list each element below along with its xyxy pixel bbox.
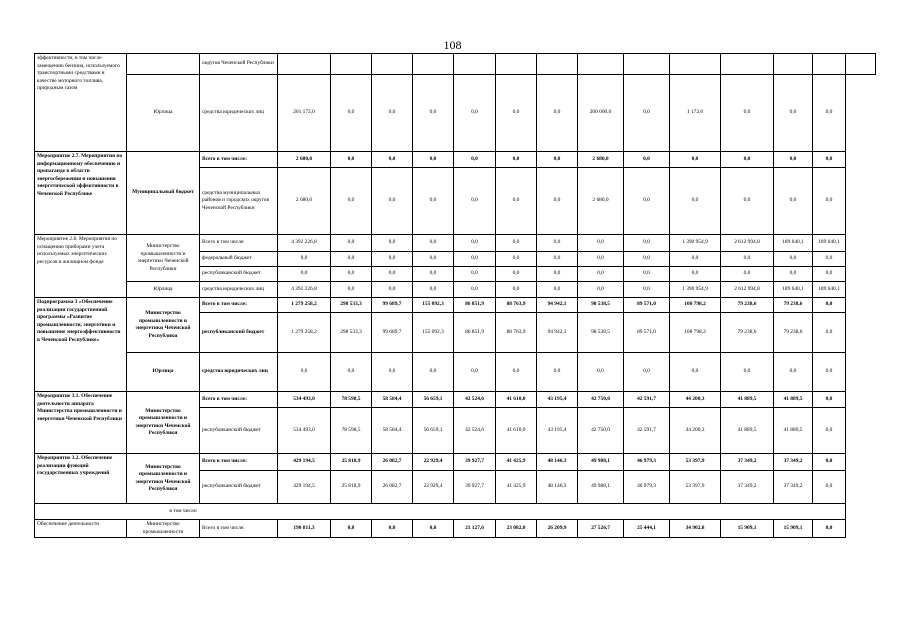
amount-cell — [331, 54, 372, 75]
in-that-number-label: в том числе: — [35, 504, 200, 520]
amount-cell: 0,0 — [813, 353, 846, 392]
amount-cell: 0,0 — [813, 152, 846, 168]
amount-cell: 108 798,2 — [670, 313, 721, 353]
executor-cell: Министерство промышленности и энергетики Чеченской Республики — [127, 392, 200, 454]
amount-cell: 41 889,5 — [774, 408, 813, 454]
empty-cell — [200, 504, 846, 520]
executor-cell: Юрлица — [127, 282, 200, 298]
amount-cell: 298 533,3 — [331, 298, 372, 313]
amount-cell: 56 659,1 — [413, 392, 454, 408]
amount-cell: 0,0 — [774, 152, 813, 168]
amount-cell: 0,0 — [774, 353, 813, 392]
amount-cell: 98 538,5 — [578, 298, 624, 313]
amount-cell: 1 172,0 — [670, 75, 721, 152]
amount-cell — [413, 54, 454, 75]
amount-cell: 0,0 — [413, 235, 454, 252]
amount-cell — [578, 54, 624, 75]
amount-cell: 37 349,2 — [774, 454, 813, 471]
row-name-cell: Подпрограмма 3 «Обеспечение реализации государственной программы «Развитие промышленности, энергетики и повышение энергоэффективности в Чеченской Республике» — [35, 298, 127, 392]
amount-cell: 88 763,9 — [496, 313, 537, 353]
amount-cell: 0,0 — [372, 152, 413, 168]
amount-cell: 1 390 954,9 — [670, 282, 721, 298]
amount-cell: 429 194,5 — [278, 454, 331, 471]
amount-cell — [454, 54, 496, 75]
amount-cell: 190 811,3 — [278, 520, 331, 538]
amount-cell: 49 988,1 — [578, 454, 624, 471]
amount-cell: 189 640,1 — [813, 235, 846, 252]
amount-cell: 42 591,7 — [624, 408, 670, 454]
amount-cell: 41 889,5 — [721, 392, 774, 408]
amount-cell: 0,0 — [496, 353, 537, 392]
amount-cell: 41 425,9 — [496, 454, 537, 471]
amount-cell: 0,0 — [413, 282, 454, 298]
page-number: 108 — [443, 38, 462, 52]
table-row — [35, 75, 876, 152]
amount-cell: 0,0 — [454, 152, 496, 168]
amount-cell: 0,0 — [813, 520, 846, 538]
executor-cell: Министерство промышленности — [127, 520, 200, 538]
amount-cell: 0,0 — [372, 252, 413, 267]
amount-cell: 0,0 — [331, 75, 372, 152]
amount-cell: 42 524,6 — [454, 392, 496, 408]
amount-cell: 78 598,5 — [331, 408, 372, 454]
amount-cell: 0,0 — [413, 152, 454, 168]
amount-cell: 0,0 — [537, 267, 578, 282]
amount-cell: 108 798,2 — [670, 298, 721, 313]
amount-cell: 0,0 — [721, 152, 774, 168]
amount-cell: 0,0 — [813, 168, 846, 235]
budget-table — [34, 53, 876, 538]
amount-cell: 0,0 — [331, 152, 372, 168]
amount-cell: 79 238,6 — [721, 298, 774, 313]
amount-cell: 79 238,6 — [774, 313, 813, 353]
amount-cell: 98 538,5 — [578, 313, 624, 353]
amount-cell: 155 092,3 — [413, 298, 454, 313]
amount-cell — [624, 54, 670, 75]
amount-cell: 0,0 — [813, 471, 846, 504]
amount-cell: 189 640,1 — [813, 282, 846, 298]
amount-cell: 39 927,7 — [454, 454, 496, 471]
amount-cell: 0,0 — [624, 168, 670, 235]
amount-cell: 0,0 — [537, 168, 578, 235]
amount-cell: 189 640,1 — [774, 282, 813, 298]
amount-cell: 21 127,6 — [454, 520, 496, 538]
amount-cell: 37 349,2 — [721, 471, 774, 504]
amount-cell: 89 571,0 — [624, 313, 670, 353]
amount-cell — [670, 54, 721, 75]
amount-cell — [774, 54, 813, 75]
amount-cell: 46 979,3 — [624, 454, 670, 471]
amount-cell: 0,0 — [537, 152, 578, 168]
amount-cell: 94 942,1 — [537, 298, 578, 313]
amount-cell: 0,0 — [813, 408, 846, 454]
amount-cell: 0,0 — [813, 75, 846, 152]
amount-cell: 0,0 — [372, 235, 413, 252]
funding-source-cell: Всего в том числе: — [200, 520, 278, 538]
amount-cell: 94 942,1 — [537, 313, 578, 353]
amount-cell: 2 612 994,8 — [721, 282, 774, 298]
amount-cell: 0,0 — [721, 267, 774, 282]
amount-cell: 0,0 — [331, 520, 372, 538]
amount-cell: 48 146,3 — [537, 454, 578, 471]
amount-cell: 15 909,1 — [774, 520, 813, 538]
amount-cell: 49 988,1 — [578, 471, 624, 504]
amount-cell: 0,0 — [813, 313, 846, 353]
amount-cell: 0,0 — [670, 168, 721, 235]
amount-cell: 42 750,0 — [578, 392, 624, 408]
amount-cell: 0,0 — [721, 353, 774, 392]
executor-cell — [127, 54, 200, 75]
amount-cell: 0,0 — [372, 267, 413, 282]
amount-cell: 89 571,0 — [624, 298, 670, 313]
table-row — [35, 392, 876, 408]
amount-cell: 0,0 — [454, 235, 496, 252]
amount-cell: 41 610,0 — [496, 392, 537, 408]
amount-cell: 41 889,5 — [774, 392, 813, 408]
amount-cell: 41 889,5 — [721, 408, 774, 454]
amount-cell: 0,0 — [670, 353, 721, 392]
amount-cell: 1 390 954,9 — [670, 235, 721, 252]
amount-cell: 0,0 — [624, 235, 670, 252]
funding-source-cell: республиканский бюджет — [200, 471, 278, 504]
amount-cell: 37 349,2 — [721, 454, 774, 471]
amount-cell: 0,0 — [454, 267, 496, 282]
amount-cell: 1 279 258,2 — [278, 313, 331, 353]
amount-cell: 0,0 — [496, 235, 537, 252]
amount-cell: 1 279 258,2 — [278, 298, 331, 313]
row-name-cell: Мероприятие 2.7. Мероприятия по информационному обеспечению и пропаганде в области энергосбережения и повышения энергетической эффективности в Чеченской Республике — [35, 152, 127, 235]
executor-cell: Юрлица — [127, 353, 200, 392]
amount-cell: 2 612 994,8 — [721, 235, 774, 252]
amount-cell: 0,0 — [813, 392, 846, 408]
funding-source-cell: округов Чеченской Республики — [200, 54, 278, 75]
table-row — [35, 282, 876, 298]
funding-source-cell: Всего в том числе: — [200, 454, 278, 471]
row-name-cell: Обеспечение деятельности — [35, 520, 127, 538]
amount-cell: 0,0 — [670, 267, 721, 282]
funding-source-cell: республиканский бюджет — [200, 267, 278, 282]
amount-cell: 0,0 — [496, 168, 537, 235]
table-row — [35, 520, 876, 538]
amount-cell: 44 200,3 — [670, 392, 721, 408]
amount-cell — [846, 54, 876, 75]
amount-cell: 0,0 — [774, 168, 813, 235]
amount-cell — [537, 54, 578, 75]
amount-cell: 23 082,0 — [496, 520, 537, 538]
executor-cell: Министерство промышленности и энергетики Чеченской Республики — [127, 298, 200, 353]
amount-cell: 22 929,4 — [413, 471, 454, 504]
funding-source-cell: Всего в том числе: — [200, 235, 278, 252]
amount-cell: 78 598,5 — [331, 392, 372, 408]
amount-cell: 0,0 — [331, 168, 372, 235]
amount-cell: 0,0 — [331, 282, 372, 298]
amount-cell: 0,0 — [537, 282, 578, 298]
amount-cell: 99 689,7 — [372, 298, 413, 313]
amount-cell: 0,0 — [331, 267, 372, 282]
amount-cell: 0,0 — [496, 252, 537, 267]
amount-cell: 26 209,9 — [537, 520, 578, 538]
amount-cell: 42 591,7 — [624, 392, 670, 408]
amount-cell: 0,0 — [774, 267, 813, 282]
amount-cell: 58 584,4 — [372, 392, 413, 408]
amount-cell: 86 851,9 — [454, 313, 496, 353]
amount-cell: 0,0 — [454, 252, 496, 267]
amount-cell: 46 979,3 — [624, 471, 670, 504]
amount-cell: 0,0 — [331, 353, 372, 392]
amount-cell: 0,0 — [578, 235, 624, 252]
amount-cell — [278, 54, 331, 75]
amount-cell: 43 195,4 — [537, 392, 578, 408]
amount-cell: 0,0 — [624, 267, 670, 282]
amount-cell: 26 082,7 — [372, 454, 413, 471]
table-row — [35, 54, 876, 75]
amount-cell: 88 763,9 — [496, 298, 537, 313]
amount-cell: 0,0 — [496, 282, 537, 298]
amount-cell: 155 092,3 — [413, 313, 454, 353]
amount-cell: 86 851,9 — [454, 298, 496, 313]
amount-cell: 0,0 — [331, 252, 372, 267]
funding-source-cell: средства юридических лиц — [200, 353, 278, 392]
amount-cell: 534 493,0 — [278, 408, 331, 454]
row-name-cell: Мероприятие 3.1. Обеспечение деятельности аппарата Министерства промышленности и энергетики Чеченской Республики — [35, 392, 127, 454]
funding-source-cell: Всего в том числе: — [200, 298, 278, 313]
amount-cell: 48 146,3 — [537, 471, 578, 504]
amount-cell: 0,0 — [372, 520, 413, 538]
funding-source-cell: средства муниципальных районов и городских округов Чеченской Республики — [200, 168, 278, 235]
amount-cell: 0,0 — [670, 152, 721, 168]
amount-cell: 99 689,7 — [372, 313, 413, 353]
amount-cell: 0,0 — [413, 168, 454, 235]
funding-source-cell: республиканский бюджет — [200, 313, 278, 353]
amount-cell: 200 000,0 — [578, 75, 624, 152]
amount-cell: 0,0 — [670, 252, 721, 267]
funding-source-cell: Всего в том числе: — [200, 392, 278, 408]
amount-cell: 25 818,9 — [331, 454, 372, 471]
amount-cell: 22 929,4 — [413, 454, 454, 471]
amount-cell: 0,0 — [454, 353, 496, 392]
amount-cell: 0,0 — [774, 252, 813, 267]
row-name-cell: эффективности, в том числе замещению бензина, используемого транспортными средствами в качестве моторного топлива, природным газом — [35, 54, 127, 152]
subtotal-label-row — [35, 504, 876, 520]
amount-cell: 0,0 — [278, 267, 331, 282]
table-row — [35, 454, 876, 471]
amount-cell: 0,0 — [372, 282, 413, 298]
amount-cell: 0,0 — [813, 454, 846, 471]
amount-cell: 0,0 — [537, 235, 578, 252]
amount-cell: 25 444,1 — [624, 520, 670, 538]
amount-cell: 0,0 — [578, 282, 624, 298]
amount-cell: 0,0 — [721, 252, 774, 267]
amount-cell: 2 680,0 — [578, 168, 624, 235]
amount-cell: 0,0 — [537, 75, 578, 152]
amount-cell: 0,0 — [496, 75, 537, 152]
amount-cell: 43 195,4 — [537, 408, 578, 454]
row-name-cell: Мероприятие 2.8. Мероприятия по оснащению приборами учета используемых энергетических ресурсов в жилищном фонде — [35, 235, 127, 298]
amount-cell: 79 238,6 — [774, 298, 813, 313]
amount-cell: 0,0 — [721, 75, 774, 152]
amount-cell: 0,0 — [578, 252, 624, 267]
amount-cell: 0,0 — [278, 252, 331, 267]
amount-cell: 0,0 — [413, 252, 454, 267]
amount-cell: 0,0 — [774, 75, 813, 152]
amount-cell: 0,0 — [537, 252, 578, 267]
amount-cell: 56 659,1 — [413, 408, 454, 454]
amount-cell: 0,0 — [413, 267, 454, 282]
amount-cell: 42 750,0 — [578, 408, 624, 454]
amount-cell: 2 680,0 — [278, 168, 331, 235]
amount-cell: 0,0 — [413, 75, 454, 152]
amount-cell: 0,0 — [624, 152, 670, 168]
amount-cell: 41 425,9 — [496, 471, 537, 504]
amount-cell: 0,0 — [454, 282, 496, 298]
amount-cell: 0,0 — [454, 75, 496, 152]
amount-cell: 2 680,0 — [578, 152, 624, 168]
amount-cell: 189 640,1 — [774, 235, 813, 252]
amount-cell — [721, 54, 774, 75]
amount-cell: 39 927,7 — [454, 471, 496, 504]
table-row — [35, 152, 876, 168]
amount-cell: 201 172,0 — [278, 75, 331, 152]
amount-cell: 0,0 — [372, 75, 413, 152]
table-row — [35, 235, 876, 252]
amount-cell: 25 818,9 — [331, 471, 372, 504]
funding-source-cell: Всего в том числе: — [200, 152, 278, 168]
amount-cell: 0,0 — [372, 353, 413, 392]
amount-cell: 0,0 — [496, 267, 537, 282]
amount-cell: 429 194,5 — [278, 471, 331, 504]
amount-cell: 534 493,0 — [278, 392, 331, 408]
table-row — [35, 353, 876, 392]
amount-cell: 4 392 226,8 — [278, 235, 331, 252]
amount-cell: 0,0 — [413, 520, 454, 538]
amount-cell: 0,0 — [624, 252, 670, 267]
amount-cell: 37 349,2 — [774, 471, 813, 504]
amount-cell: 15 909,1 — [721, 520, 774, 538]
amount-cell: 0,0 — [578, 267, 624, 282]
amount-cell — [496, 54, 537, 75]
amount-cell: 0,0 — [454, 168, 496, 235]
amount-cell: 0,0 — [624, 282, 670, 298]
amount-cell: 0,0 — [721, 168, 774, 235]
amount-cell: 0,0 — [331, 235, 372, 252]
executor-cell: Юрлица — [127, 75, 200, 152]
amount-cell: 0,0 — [372, 168, 413, 235]
amount-cell: 42 524,6 — [454, 408, 496, 454]
amount-cell: 0,0 — [813, 267, 846, 282]
amount-cell: 0,0 — [813, 298, 846, 313]
amount-cell: 53 397,9 — [670, 471, 721, 504]
amount-cell: 41 610,0 — [496, 408, 537, 454]
amount-cell: 0,0 — [278, 353, 331, 392]
executor-cell: Министерство промышленности и энергетики Чеченской Республики — [127, 454, 200, 504]
amount-cell: 0,0 — [624, 353, 670, 392]
amount-cell: 0,0 — [624, 75, 670, 152]
amount-cell — [372, 54, 413, 75]
amount-cell: 0,0 — [537, 353, 578, 392]
amount-cell — [813, 54, 846, 75]
executor-cell: Министерство промышленности и энергетики Чеченской Республики — [127, 235, 200, 282]
amount-cell: 79 238,6 — [721, 313, 774, 353]
funding-source-cell: республиканский бюджет — [200, 408, 278, 454]
amount-cell: 0,0 — [496, 152, 537, 168]
row-name-cell: Мероприятие 3.2. Обеспечение реализации функций государственных учреждений — [35, 454, 127, 504]
funding-source-cell: федеральный бюджет — [200, 252, 278, 267]
funding-source-cell: средства юридических лиц — [200, 75, 278, 152]
amount-cell: 0,0 — [813, 252, 846, 267]
amount-cell: 44 200,3 — [670, 408, 721, 454]
amount-cell: 34 902,8 — [670, 520, 721, 538]
amount-cell: 0,0 — [578, 353, 624, 392]
table-row — [35, 298, 876, 313]
executor-cell: Муниципальный бюджет — [127, 152, 200, 235]
amount-cell: 53 397,9 — [670, 454, 721, 471]
amount-cell: 0,0 — [413, 353, 454, 392]
funding-source-cell: средства юридических лиц — [200, 282, 278, 298]
amount-cell: 26 082,7 — [372, 471, 413, 504]
amount-cell: 27 526,7 — [578, 520, 624, 538]
amount-cell: 58 584,4 — [372, 408, 413, 454]
amount-cell: 4 392 226,8 — [278, 282, 331, 298]
amount-cell: 2 680,0 — [278, 152, 331, 168]
amount-cell: 298 533,3 — [331, 313, 372, 353]
